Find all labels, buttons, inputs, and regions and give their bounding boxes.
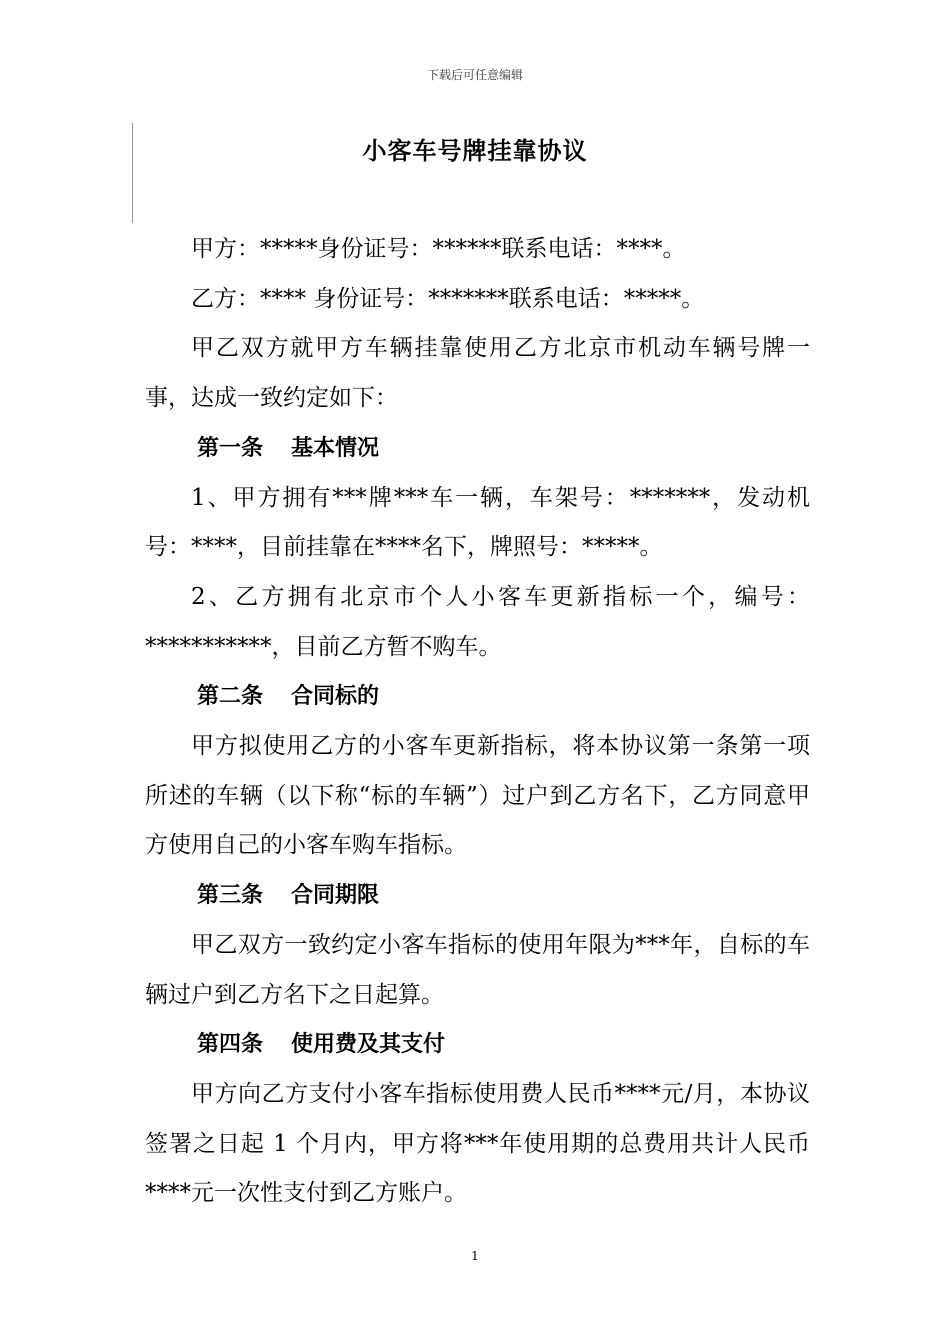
section-heading — [145, 871, 810, 921]
party-a-paragraph: 甲方：*****身份证号：******联系电话：****。 — [191, 236, 686, 262]
section-heading — [145, 1020, 810, 1070]
section-paragraph: 2、乙方拥有北京市个人小客车更新指标一个，编号：***********，目前乙方暂不购车。 — [145, 583, 810, 660]
section-heading — [145, 672, 810, 722]
section-title: 使用费及其支付 — [291, 1032, 446, 1058]
section-heading — [145, 424, 810, 474]
document-body — [145, 225, 810, 1219]
section-paragraph: 甲乙双方一致约定小客车指标的使用年限为***年，自标的车辆过户到乙方名下之日起算。 — [145, 931, 810, 1008]
section-paragraph: 1、甲方拥有***牌***车一辆，车架号：*******，发动机号：****，目前挂靠在****名下，牌照号：*****。 — [145, 484, 810, 561]
section-number: 第一条 — [197, 435, 264, 461]
intro-paragraph: 甲乙双方就甲方车辆挂靠使用乙方北京市机动车辆号牌一事，达成一致约定如下： — [145, 335, 810, 412]
document-title: 小客车号牌挂靠协议 — [362, 137, 588, 165]
section-paragraph: 甲方拟使用乙方的小客车更新指标，将本协议第一条第一项所述的车辆（以下称“标的车辆”）过户到乙方名下，乙方同意甲方使用自己的小客车购车指标。 — [145, 733, 810, 859]
section-paragraph: 甲方向乙方支付小客车指标使用费人民币****元/月，本协议签署之日起 1 个月内，甲方将***年使用期的总费用共计人民币****元一次性支付到乙方账户。 — [145, 1080, 810, 1207]
party-b-paragraph: 乙方：**** 身份证号：*******联系电话：*****。 — [191, 285, 705, 312]
section-title: 基本情况 — [291, 435, 380, 461]
section-title: 合同期限 — [291, 883, 380, 909]
section-title: 合同标的 — [291, 684, 380, 710]
section-number: 第二条 — [197, 684, 264, 710]
header-watermark: 下载后可任意编辑 — [426, 68, 523, 82]
section-number: 第四条 — [197, 1032, 264, 1058]
page-number: 1 — [471, 1249, 479, 1263]
section-number: 第三条 — [197, 883, 264, 909]
